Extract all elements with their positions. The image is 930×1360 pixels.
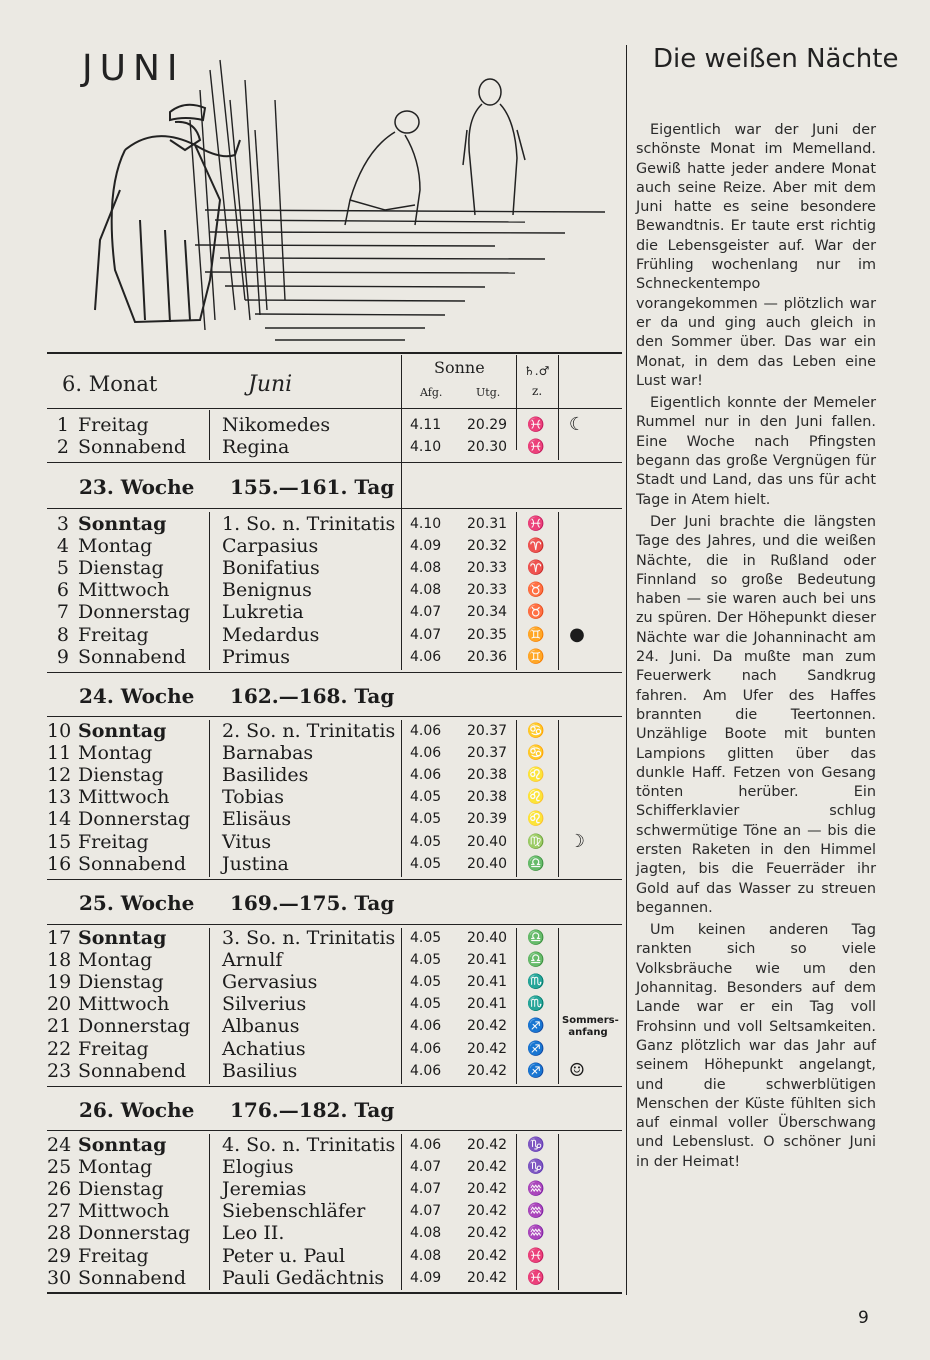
article-paragraph: Eigentlich war der Juni der schönste Monat im Memelland. Gewiß hatte jeder andere Monat auch seine Reize. Aber mit dem Juni hatte es seine besondere Bewandtnis. Er taute erst richtig die Lebensgeister auf. War der Frühling wochenlang nur im Schneckentempo vorangekommen — plötzlich war er da und ging auch gleich in den Sommer über. Das war ein Monat, in dem das Leben eine Lust war! <box>636 122 876 389</box>
sunset-time: 20.42 <box>467 1181 508 1198</box>
sign-header-bottom: z. <box>532 384 543 398</box>
zodiac-sign: ♌ <box>527 767 545 784</box>
zodiac-sign: ♏ <box>527 996 545 1013</box>
sunset-time: 20.33 <box>467 582 508 599</box>
sunset-time: 20.32 <box>467 538 508 555</box>
sunrise-time: 4.05 <box>410 833 442 850</box>
day-row <box>47 831 622 853</box>
sunset-time: 20.40 <box>467 855 508 872</box>
sunset-time: 20.38 <box>467 789 508 806</box>
name-day: Benignus <box>222 579 312 602</box>
month-name-header: Juni <box>248 372 293 397</box>
day-row <box>47 1015 622 1037</box>
column-divider <box>558 512 559 670</box>
name-day: Elogius <box>222 1156 294 1179</box>
name-day: Vitus <box>222 830 272 853</box>
day-number: 7 <box>56 601 69 624</box>
zodiac-sign: ♌ <box>527 811 545 828</box>
day-number: 25 <box>47 1156 72 1179</box>
column-divider <box>401 928 402 1084</box>
sunset-time: 20.29 <box>467 417 508 433</box>
day-row <box>47 993 622 1015</box>
day-row <box>47 853 622 875</box>
sunset-time: 20.37 <box>467 723 508 739</box>
name-day: Lukretia <box>222 601 304 624</box>
weekday: Sonntag <box>78 927 167 949</box>
zodiac-sign: ♉ <box>527 582 545 599</box>
day-row <box>47 535 622 557</box>
sunrise-time: 4.09 <box>410 538 442 555</box>
article-paragraph: Eigentlich konnte der Memeler Rummel nur in den Juni fallen. Eine Woche nach Pfingsten begann das große Vergnügen für Stadt und Land, das uns für acht Tage in Atem hielt. <box>636 395 876 508</box>
sunset-time: 20.42 <box>467 1269 508 1286</box>
sunrise-time: 4.05 <box>410 789 442 806</box>
weekday: Montag <box>78 535 153 558</box>
day-number: 9 <box>56 645 69 668</box>
day-row <box>47 1222 622 1244</box>
day-number: 22 <box>47 1037 72 1060</box>
week-rule <box>47 462 622 463</box>
sunrise-time: 4.05 <box>410 930 442 946</box>
zodiac-sign: ♈ <box>527 560 545 577</box>
sunset-time: 20.42 <box>467 1018 508 1035</box>
name-day: 4. So. n. Trinitatis <box>222 1134 396 1156</box>
weekday: Freitag <box>78 1244 149 1267</box>
article-body <box>636 121 876 1175</box>
sunset-time: 20.42 <box>467 1203 508 1220</box>
zodiac-sign: ♋ <box>527 723 545 739</box>
day-number: 11 <box>47 742 72 765</box>
sunset-time: 20.40 <box>467 833 508 850</box>
name-day: Medardus <box>222 623 320 646</box>
zodiac-sign: ♊ <box>527 648 545 665</box>
weekday: Freitag <box>78 1037 149 1060</box>
day-row <box>47 1060 622 1082</box>
day-number: 4 <box>56 535 69 558</box>
sunrise-time: 4.07 <box>410 1159 442 1176</box>
weekday: Sonnabend <box>78 1059 187 1082</box>
name-day: Bonifatius <box>222 557 320 580</box>
weekday: Dienstag <box>78 764 164 787</box>
day-row <box>47 720 622 742</box>
name-day: 2. So. n. Trinitatis <box>222 720 396 742</box>
weekday: Dienstag <box>78 971 164 994</box>
weekday: Montag <box>78 742 153 765</box>
name-day: Nikomedes <box>222 414 331 436</box>
sunrise-time: 4.07 <box>410 604 442 621</box>
day-number: 1 <box>56 414 69 436</box>
day-row <box>47 927 622 949</box>
day-number: 14 <box>47 808 72 831</box>
zodiac-sign: ♐ <box>527 1062 545 1079</box>
day-number: 19 <box>47 971 72 994</box>
name-day: Peter u. Paul <box>222 1244 346 1267</box>
zodiac-sign: ♐ <box>527 1040 545 1057</box>
name-day: Achatius <box>222 1037 306 1060</box>
day-row <box>47 1200 622 1222</box>
zodiac-sign: ♑ <box>527 1159 545 1176</box>
weekday: Dienstag <box>78 557 164 580</box>
sunset-time: 20.33 <box>467 560 508 577</box>
weekday: Sonnabend <box>78 645 187 668</box>
name-day: Elisäus <box>222 808 292 831</box>
sunset-time: 20.41 <box>467 952 508 969</box>
event-note: Sommers-anfang <box>562 1015 619 1039</box>
column-divider <box>209 720 210 877</box>
sunrise-time: 4.06 <box>410 745 442 762</box>
month-number-header: 6. Monat <box>62 372 158 396</box>
column-divider <box>558 720 559 877</box>
week-rule <box>47 1086 622 1087</box>
day-row <box>47 1245 622 1267</box>
column-divider <box>558 928 559 1084</box>
sun-header: Sonne <box>434 358 485 377</box>
day-number: 26 <box>47 1178 72 1201</box>
week-rule <box>47 508 622 509</box>
zodiac-sign: ♓ <box>527 417 545 433</box>
week-rule <box>47 879 622 880</box>
weekday: Montag <box>78 1156 153 1179</box>
name-day: Gervasius <box>222 971 318 994</box>
weekday: Donnerstag <box>78 601 191 624</box>
column-divider <box>401 512 402 670</box>
sunrise-time: 4.06 <box>410 767 442 784</box>
table-header-rule <box>47 408 622 409</box>
day-number: 30 <box>47 1266 72 1289</box>
sunset-time: 20.42 <box>467 1247 508 1264</box>
name-day: Siebenschläfer <box>222 1200 366 1223</box>
sunset-time: 20.34 <box>467 604 508 621</box>
column-divider <box>209 512 210 670</box>
week-rule <box>47 716 622 717</box>
weekday: Freitag <box>78 414 149 436</box>
day-number: 13 <box>47 786 72 809</box>
sunset-time: 20.37 <box>467 745 508 762</box>
zodiac-sign: ♏ <box>527 974 545 991</box>
zodiac-sign: ♈ <box>527 538 545 555</box>
day-row <box>47 786 622 808</box>
week-rule <box>47 1130 622 1131</box>
weekday: Sonnabend <box>78 852 187 875</box>
day-row <box>47 513 622 535</box>
day-number: 24 <box>47 1134 72 1156</box>
sunrise-time: 4.06 <box>410 648 442 665</box>
sunrise-time: 4.06 <box>410 1137 442 1153</box>
column-divider <box>516 512 517 670</box>
sunrise-time: 4.06 <box>410 1018 442 1035</box>
sunrise-time: 4.11 <box>410 417 442 433</box>
column-divider <box>401 1134 402 1290</box>
column-divider <box>516 720 517 877</box>
sunrise-time: 4.08 <box>410 1247 442 1264</box>
day-row <box>47 971 622 993</box>
zodiac-sign: ♓ <box>527 439 545 456</box>
weekday: Donnerstag <box>78 808 191 831</box>
sunset-time: 20.39 <box>467 811 508 828</box>
reeds <box>190 60 285 330</box>
name-day: Justina <box>222 852 289 875</box>
day-number: 21 <box>47 1015 72 1038</box>
zodiac-sign: ♎ <box>527 930 545 946</box>
weekday: Sonnabend <box>78 436 187 459</box>
article-title: Die weißen Nächte <box>653 44 899 74</box>
zodiac-sign: ♊ <box>527 626 545 643</box>
zodiac-sign: ♌ <box>527 789 545 806</box>
day-number: 16 <box>47 852 72 875</box>
weekday: Sonntag <box>78 720 167 742</box>
article-paragraph: Um keinen anderen Tag rankten sich so viele Volksbräuche wie um den Johannitag. Besonders auf dem Lande war er ein Tag voll Frohsinn und voll Seltsamkeiten. Ganz plötzlich war das Jahr auf seinem Höhepunkt angelangt, und die schwerblütigen Menschen der Küste fühlten sich auf einmal voller Überschwang und Lebenslust. O schöner Juni in der Heimat! <box>636 922 876 1170</box>
day-number: 17 <box>47 927 72 949</box>
sunrise-time: 4.05 <box>410 952 442 969</box>
zodiac-sign: ♑ <box>527 1137 545 1153</box>
day-number: 6 <box>56 579 69 602</box>
weekday: Montag <box>78 949 153 972</box>
day-number: 18 <box>47 949 72 972</box>
table-top-rule <box>47 352 622 354</box>
day-number: 10 <box>47 720 72 742</box>
day-number: 28 <box>47 1222 72 1245</box>
name-day: Jeremias <box>222 1178 307 1201</box>
zodiac-sign: ♒ <box>527 1203 545 1220</box>
day-number: 2 <box>56 436 69 459</box>
sunrise-time: 4.08 <box>410 582 442 599</box>
moon-phase-icon: ☾ <box>568 414 586 435</box>
zodiac-sign: ♓ <box>527 516 545 532</box>
sunset-time: 20.38 <box>467 767 508 784</box>
sunrise-time: 4.10 <box>410 439 442 456</box>
name-day: Pauli Gedächtnis <box>222 1266 385 1289</box>
sunset-time: 20.42 <box>467 1137 508 1153</box>
sunrise-time: 4.08 <box>410 1225 442 1242</box>
water-lines <box>195 210 605 340</box>
day-number: 5 <box>56 557 69 580</box>
sunrise-header: Afg. <box>420 386 443 399</box>
name-day: 1. So. n. Trinitatis <box>222 513 396 535</box>
name-day: Tobias <box>222 786 284 809</box>
weekday: Mittwoch <box>78 1200 170 1223</box>
month-title: JUNI <box>82 48 185 89</box>
day-number: 12 <box>47 764 72 787</box>
column-divider <box>516 928 517 1084</box>
weekday: Mittwoch <box>78 786 170 809</box>
name-day: Albanus <box>222 1015 300 1038</box>
sunset-time: 20.35 <box>467 626 508 643</box>
weekday: Donnerstag <box>78 1015 191 1038</box>
week-rule <box>47 672 622 673</box>
name-day: 3. So. n. Trinitatis <box>222 927 396 949</box>
moon-phase-icon: ☺ <box>568 1059 586 1081</box>
day-row <box>47 436 622 458</box>
name-day: Basilius <box>222 1059 298 1082</box>
sunrise-time: 4.07 <box>410 626 442 643</box>
sunset-time: 20.41 <box>467 974 508 991</box>
sunrise-time: 4.07 <box>410 1203 442 1220</box>
day-row <box>47 414 622 436</box>
day-row <box>47 624 622 646</box>
column-divider <box>558 1134 559 1290</box>
sunset-time: 20.42 <box>467 1159 508 1176</box>
day-row <box>47 579 622 601</box>
zodiac-sign: ♉ <box>527 604 545 621</box>
day-number: 3 <box>56 513 69 535</box>
sunrise-time: 4.10 <box>410 516 442 532</box>
day-row <box>47 949 622 971</box>
day-number: 20 <box>47 993 72 1016</box>
bather-left <box>345 111 420 225</box>
zodiac-sign: ♓ <box>527 1247 545 1264</box>
sign-header-top: ♄.♂ <box>524 364 550 378</box>
name-day: Regina <box>222 436 290 459</box>
name-day: Silverius <box>222 993 307 1016</box>
zodiac-sign: ♎ <box>527 952 545 969</box>
sunrise-time: 4.05 <box>410 855 442 872</box>
day-row <box>47 764 622 786</box>
sunset-header: Utg. <box>476 386 501 399</box>
sunrise-time: 4.06 <box>410 723 442 739</box>
moon-phase-icon: ☽ <box>568 830 586 852</box>
weekday: Freitag <box>78 830 149 853</box>
day-row <box>47 742 622 764</box>
sunset-time: 20.30 <box>467 439 508 456</box>
column-divider <box>401 720 402 877</box>
moon-phase-icon: ● <box>569 623 585 645</box>
weekday: Sonnabend <box>78 1266 187 1289</box>
page-number: 9 <box>858 1308 869 1328</box>
sunset-time: 20.42 <box>467 1062 508 1079</box>
zodiac-sign: ♋ <box>527 745 545 762</box>
column-divider <box>209 928 210 1084</box>
sunset-time: 20.41 <box>467 996 508 1013</box>
name-day: Carpasius <box>222 535 319 558</box>
day-row <box>47 1267 622 1289</box>
zodiac-sign: ♒ <box>527 1225 545 1242</box>
page-column-divider <box>626 45 627 1295</box>
day-number: 29 <box>47 1244 72 1267</box>
zodiac-sign: ♒ <box>527 1181 545 1198</box>
sunrise-time: 4.09 <box>410 1269 442 1286</box>
day-row <box>47 1156 622 1178</box>
day-row <box>47 1134 622 1156</box>
weekday: Sonntag <box>78 513 167 535</box>
weekday: Sonntag <box>78 1134 167 1156</box>
weekday: Freitag <box>78 623 149 646</box>
name-day: Basilides <box>222 764 309 787</box>
bather-right <box>463 79 525 215</box>
day-number: 27 <box>47 1200 72 1223</box>
day-row <box>47 1038 622 1060</box>
column-divider <box>516 1134 517 1290</box>
zodiac-sign: ♍ <box>527 833 545 850</box>
sunset-time: 20.42 <box>467 1040 508 1057</box>
sunset-time: 20.36 <box>467 648 508 665</box>
sunset-time: 20.31 <box>467 516 508 532</box>
day-row <box>47 646 622 668</box>
weekday: Dienstag <box>78 1178 164 1201</box>
zodiac-sign: ♎ <box>527 855 545 872</box>
sunrise-time: 4.06 <box>410 1040 442 1057</box>
day-row <box>47 808 622 830</box>
sunrise-time: 4.05 <box>410 811 442 828</box>
day-row <box>47 557 622 579</box>
day-number: 8 <box>56 623 69 646</box>
weekday: Donnerstag <box>78 1222 191 1245</box>
weekday: Mittwoch <box>78 993 170 1016</box>
sunset-time: 20.40 <box>467 930 508 946</box>
day-row <box>47 601 622 623</box>
name-day: Barnabas <box>222 742 314 765</box>
zodiac-sign: ♐ <box>527 1018 545 1035</box>
week-rule <box>47 924 622 925</box>
zodiac-sign: ♓ <box>527 1269 545 1286</box>
sunrise-time: 4.06 <box>410 1062 442 1079</box>
sunrise-time: 4.05 <box>410 996 442 1013</box>
sunrise-time: 4.05 <box>410 974 442 991</box>
name-day: Leo II. <box>222 1222 285 1245</box>
table-bottom-rule <box>47 1292 622 1294</box>
sunrise-time: 4.08 <box>410 560 442 577</box>
man-figure <box>95 105 240 322</box>
day-row <box>47 1178 622 1200</box>
sunset-time: 20.42 <box>467 1225 508 1242</box>
weekday: Mittwoch <box>78 579 170 602</box>
day-number: 23 <box>47 1059 72 1082</box>
column-divider <box>209 1134 210 1290</box>
day-number: 15 <box>47 830 72 853</box>
name-day: Arnulf <box>222 949 283 972</box>
sunrise-time: 4.07 <box>410 1181 442 1198</box>
article-paragraph: Der Juni brachte die längsten Tage des Jahres, und die weißen Nächte, die in Rußland oder Finnland so große Bedeutung haben — sie waren auch bei uns zu spüren. Der Höhepunkt dieser Nächte war die Johanninacht am 24. Juni. Da mußte man zum Feuerwerk nach Sandkrug fahren. Am Ufer des Haffes brannten die Teertonnen. Unzählige Boote mit bunten Lampions glitten über das dunkle Haff. Fetzen von Gesang tönten herüber. Ein Schifferklavier schlug schwermütige Töne an — bis die ersten Raketen in den Himmel jagten, bis die Feuerräder ihr Gold auf das Wasser zu streuen begannen. <box>636 513 876 916</box>
name-day: Primus <box>222 645 290 668</box>
